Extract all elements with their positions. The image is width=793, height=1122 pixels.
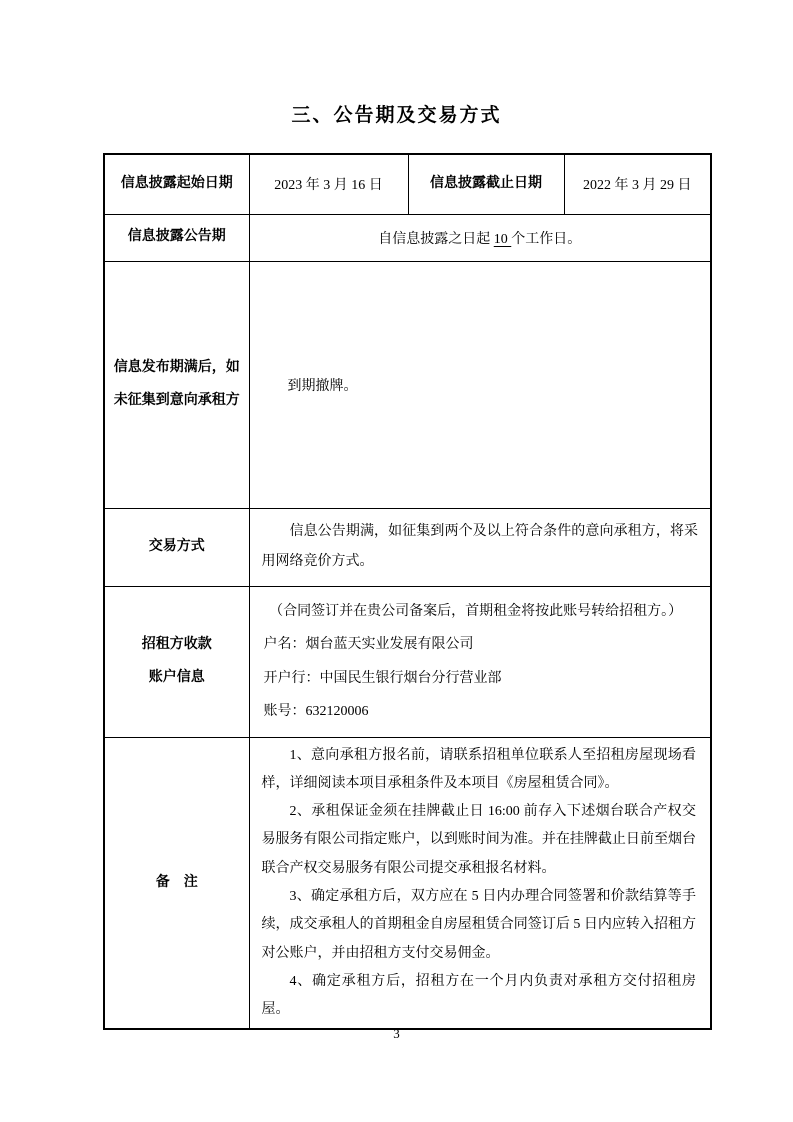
page-title: 三、公告期及交易方式 <box>291 105 502 126</box>
row-remarks <box>104 737 711 1029</box>
disclosure-end-label: 信息披露截止日期 <box>408 154 564 214</box>
disclosure-end-value: 2022 年 3 月 29 日 <box>564 154 711 214</box>
account-number: 账号：632120006 <box>263 704 369 719</box>
remarks-item-4: 4、确定承租方后，招租方在一个月内负责对承租方交付招租房屋。 <box>261 973 696 1018</box>
announcement-period-value <box>249 214 711 261</box>
remarks-label: 备 注 <box>104 737 249 1029</box>
page-number: 3 <box>393 1026 400 1041</box>
row-transaction-method <box>104 508 711 586</box>
row-announcement-period <box>104 214 711 261</box>
remarks-item-3: 3、确定承租方后，双方应在 5 日内办理合同签署和价款结算等手续，成交承租人的首期租金自房屋租赁合同签订后 5 日内应转入招租方对公账户，并由招租方支付交易佣金。 <box>261 888 696 961</box>
transaction-method-value <box>249 508 711 586</box>
landlord-account-value <box>249 586 711 737</box>
account-holder-name: 户名：烟台蓝天实业发展有限公司 <box>263 637 474 652</box>
landlord-account-label-line1: 招租方收款 <box>141 637 212 653</box>
transaction-method-text: 信息公告期满，如征集到两个及以上符合条件的意向承租方，将采用网络竞价方式。 <box>261 524 698 569</box>
account-bank: 开户行：中国民生银行烟台分行营业部 <box>263 670 502 686</box>
announcement-period-label: 信息披露公告期 <box>104 214 249 261</box>
row-landlord-account <box>104 586 711 737</box>
remarks-item-2: 2、承租保证金须在挂牌截止日 16:00 前存入下述烟台联合产权交易服务有限公司指定账户，以到账时间为准。并在挂牌截止日前至烟台联合产权交易服务有限公司提交承租报名材料。 <box>261 804 696 876</box>
remarks-item-1: 1、意向承租方报名前，请联系招租单位联系人至招租房屋现场看样，详细阅读本项目承租条件及本项目《房屋租赁合同》。 <box>261 747 696 791</box>
announcement-table <box>103 153 712 1030</box>
announcement-period-days: 10 <box>493 231 512 247</box>
landlord-account-label <box>104 586 249 737</box>
disclosure-start-label: 信息披露起始日期 <box>104 154 249 214</box>
account-transfer-note: （合同签订并在贵公司备案后，首期租金将按此账号转给招租方。） <box>269 603 683 619</box>
announcement-period-prefix: 自信息披露之日起 <box>378 231 494 247</box>
remarks-value <box>249 737 711 1029</box>
row-disclosure-dates <box>104 154 711 214</box>
landlord-account-label-line2: 账户信息 <box>148 669 205 685</box>
announcement-period-suffix: 个工作日。 <box>511 231 582 247</box>
row-no-intent-tenant <box>104 261 711 508</box>
transaction-method-label: 交易方式 <box>104 508 249 586</box>
disclosure-start-value: 2023 年 3 月 16 日 <box>249 154 408 214</box>
no-intent-tenant-label: 信息发布期满后，如未征集到意向承租方 <box>104 261 249 508</box>
no-intent-tenant-value: 到期撤牌。 <box>249 261 711 508</box>
